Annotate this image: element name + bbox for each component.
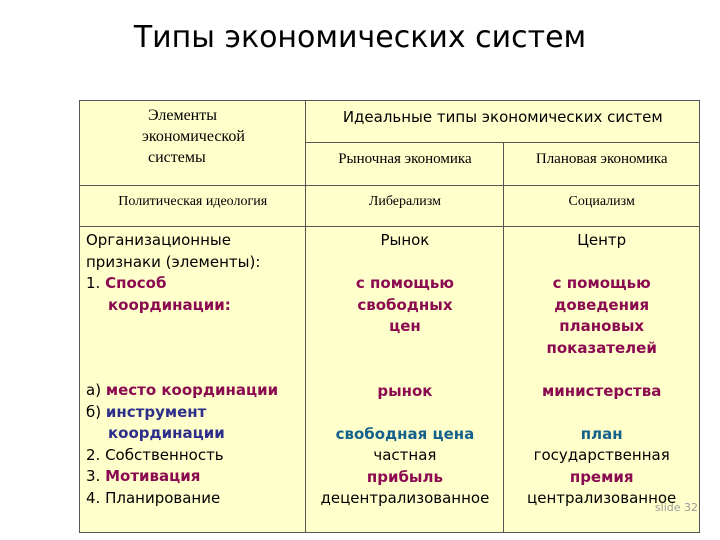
market-ownership-value: частная [373,446,437,464]
ideology-planned: Социализм [504,186,700,227]
coordination-method-line [86,273,305,295]
market-method-line-3: цен [389,317,421,335]
spacer [504,402,699,424]
market-planning-value: децентрализованное [320,489,490,507]
planned-organizational-cell [504,227,700,533]
organizational-row [80,227,700,533]
market-organizational-cell [306,227,504,533]
planned-method-line-2: доведения [554,295,650,314]
planned-tool-value: план [580,424,623,443]
planned-motivation-value: премия [569,467,634,486]
item-a-prefix: а) [86,381,106,399]
planned-place-value: министерства [542,381,662,400]
market-method-line-2: свободных [357,295,453,314]
organizational-features-cell [80,227,306,533]
motivation-label: Мотивация [105,467,201,485]
market-place-value: рынок [377,381,433,400]
economic-systems-table [79,100,700,533]
coordination-number: 1. [86,274,106,292]
coordination-method-label-2: координации: [108,295,231,314]
planned-ownership-value: государственная [533,446,670,464]
spacer [504,359,699,381]
planned-economy-header: Плановая экономика [504,143,700,186]
planning-item: 4. Планирование [86,488,221,507]
org-label-line-1: Организационные [86,231,231,249]
header-row-1 [80,101,700,143]
planned-method-line-1: с помощью [552,274,651,292]
item-b-prefix: б) [86,402,106,421]
spacer [504,252,699,274]
coordination-tool-line [86,402,305,424]
planned-method-line-4: показателей [546,338,657,357]
elements-header-line-1: Элементы [148,107,217,124]
slide-number: slide 32 [654,501,698,514]
spacer [306,252,503,274]
coordination-tool-label-2: координации [108,424,225,442]
ideology-row [80,186,700,227]
spacer [306,338,503,381]
spacer [306,402,503,424]
planned-method-line-3: плановых [559,317,645,335]
coordination-method-label: Способ [105,274,167,292]
market-method-line-1: с помощью [355,274,454,292]
market-tool-value: свободная цена [335,424,475,443]
market-motivation-value: прибыль [366,467,443,486]
coordination-tool-label: инструмент [105,402,207,421]
planned-coordination-head: Центр [577,231,627,249]
motivation-number: 3. [86,467,106,485]
place-of-coordination-line [86,380,305,402]
slide-title: Типы экономических систем [133,20,587,55]
org-label-line-2: признаки (элементы): [86,252,261,271]
ideal-types-header: Идеальные типы экономических систем [306,101,700,143]
planned-planning-value: централизованное [527,489,677,507]
spacer [86,316,305,380]
motivation-line [86,466,305,488]
elements-header-line-3: системы [148,149,206,166]
market-economy-header: Рыночная экономика [306,143,504,186]
elements-header-cell [80,101,306,186]
ideology-market: Либерализм [306,186,504,227]
place-of-coordination-label: место координации [105,381,279,399]
ownership-item: 2. Собственность [86,445,224,464]
ideology-label: Политическая идеология [80,186,306,227]
elements-header-line-2: экономической [142,128,245,145]
market-coordination-head: Рынок [380,231,430,249]
